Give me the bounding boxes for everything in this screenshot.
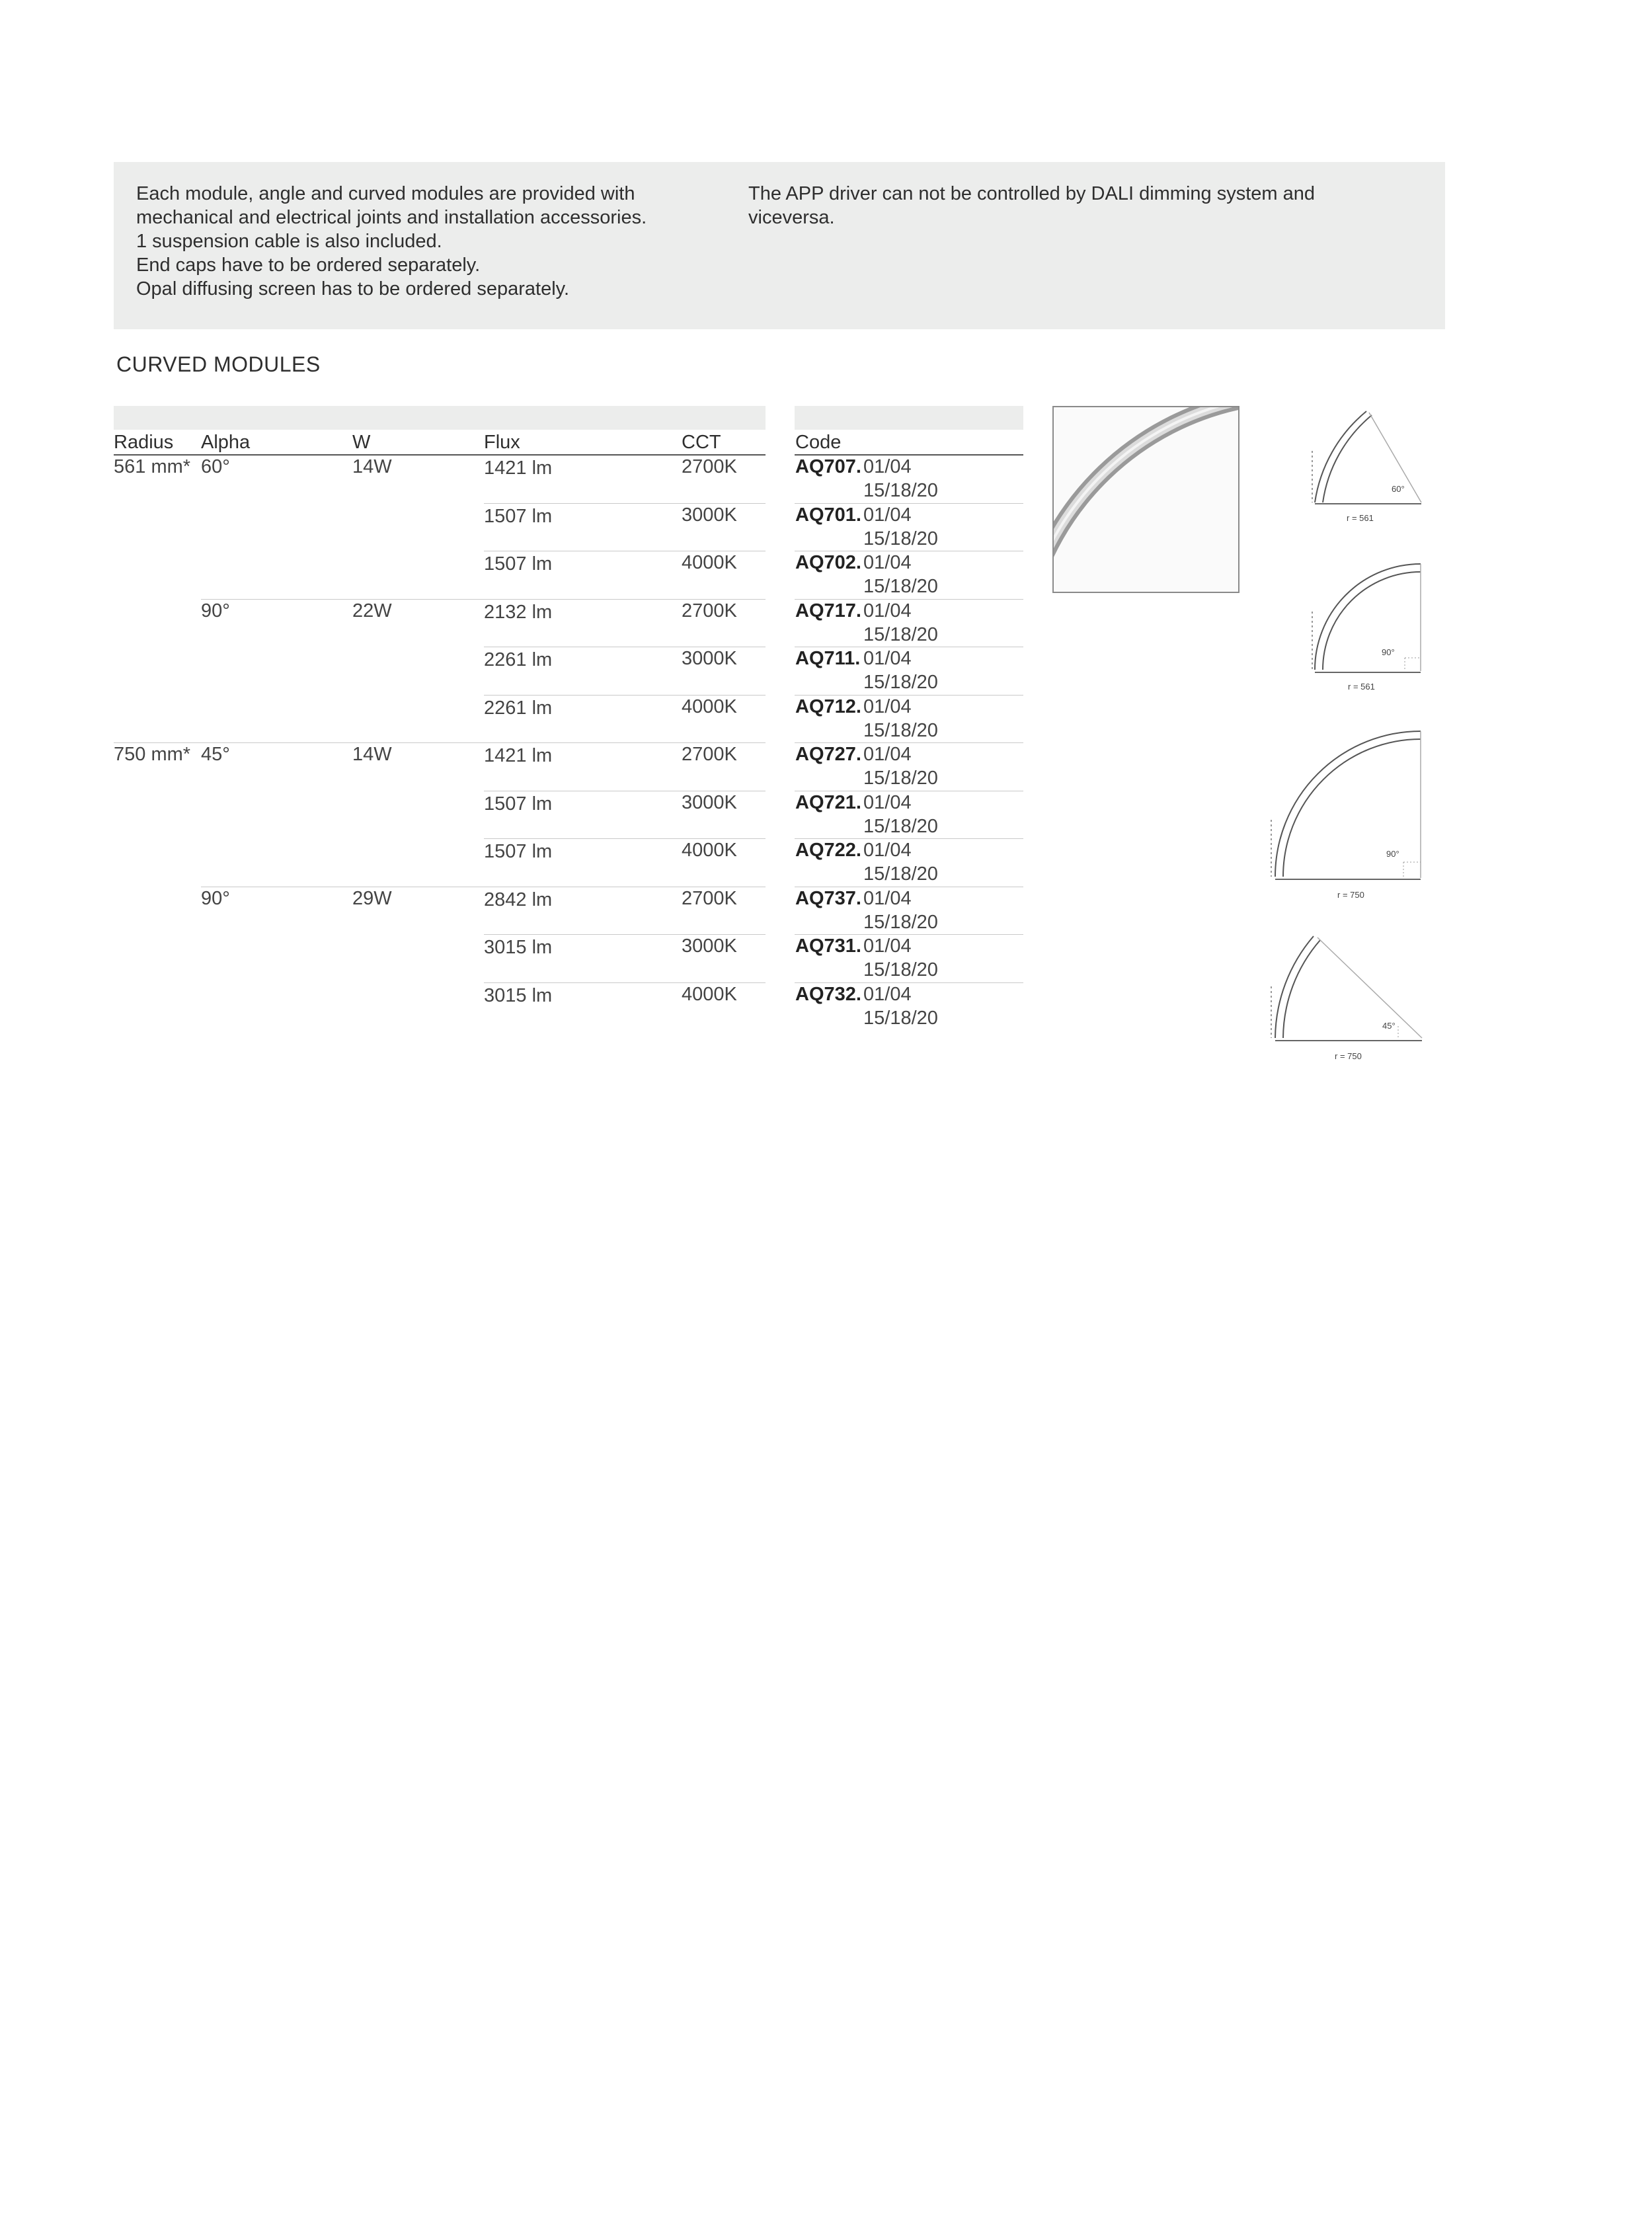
cell-cct: 3000K [682,936,737,957]
diagram-radius-label: r = 561 [1347,513,1374,523]
header-rule [114,454,766,456]
cell-flux: 1507 lm [484,841,553,862]
diagram-angle-label: 90° [1386,849,1399,859]
cell-code: AQ722. [795,840,861,861]
diagram-angle-label: 60° [1392,484,1405,494]
row-separator [795,934,1023,935]
cell-flux: 1507 lm [484,553,553,575]
cell-flux: 2842 lm [484,889,553,910]
cell-code: AQ721. [795,791,861,813]
cell-variant: 01/04 [863,983,912,1005]
cell-watt: 14W [352,744,392,765]
cell-cct: 3000K [682,504,737,526]
cell-code: AQ707. [795,456,861,477]
info-line: 1 suspension cable is also included. [136,231,442,252]
diagram-90-r750 [1266,721,1425,916]
cell-code: AQ701. [795,504,861,526]
cell-variant: 15/18/20 [863,768,938,789]
info-box [114,162,1445,329]
cell-variant: 15/18/20 [863,815,938,837]
cell-code: AQ737. [795,887,861,909]
header-flux: Flux [484,432,520,453]
code-header-bar [795,406,1023,430]
cell-flux: 3015 lm [484,937,553,958]
row-separator [795,599,1023,600]
row-separator [201,599,766,600]
cell-code: AQ717. [795,600,861,621]
row-separator [114,742,766,743]
cell-variant: 01/04 [863,936,912,957]
cell-flux: 2261 lm [484,649,553,670]
info-line: End caps have to be ordered separately. [136,255,481,276]
spec-header-bar [114,406,766,430]
cell-watt: 14W [352,456,392,477]
cell-code: AQ712. [795,696,861,717]
cell-variant: 15/18/20 [863,672,938,693]
cell-variant: 01/04 [863,696,912,717]
cell-code: AQ731. [795,936,861,957]
cell-alpha: 90° [201,887,230,909]
cell-radius: 750 mm* [114,744,191,765]
header-rule [795,454,1023,456]
row-separator [484,503,766,504]
diagram-radius-label: r = 750 [1335,1051,1362,1061]
cell-flux: 1507 lm [484,505,553,527]
cell-cct: 3000K [682,648,737,669]
row-separator [795,503,1023,504]
cell-watt: 29W [352,887,392,909]
cell-variant: 01/04 [863,456,912,477]
cell-code: AQ727. [795,744,861,765]
diagram-radius-label: r = 750 [1337,890,1364,900]
cell-variant: 15/18/20 [863,911,938,933]
row-separator [795,838,1023,839]
cell-flux: 2132 lm [484,601,553,623]
header-cct: CCT [682,432,721,453]
info-notes-left [136,182,731,301]
cell-variant: 15/18/20 [863,576,938,597]
cell-cct: 4000K [682,983,737,1005]
cell-variant: 01/04 [863,744,912,765]
cell-alpha: 60° [201,456,230,477]
cell-cct: 4000K [682,696,737,717]
info-line: mechanical and electrical joints and installation accessories. [136,207,647,228]
cell-flux: 2261 lm [484,697,553,719]
section-title: CURVED MODULES [116,352,321,376]
cell-variant: 15/18/20 [863,528,938,549]
cell-cct: 4000K [682,840,737,861]
header-alpha: Alpha [201,432,251,453]
diagram-angle-label: 90° [1382,647,1395,657]
cell-cct: 2700K [682,600,737,621]
row-separator [795,742,1023,743]
diagram-45-r750 [1266,927,1425,1082]
product-photo [1052,406,1239,593]
cell-watt: 22W [352,600,392,621]
cell-variant: 01/04 [863,840,912,861]
cell-variant: 01/04 [863,648,912,669]
cell-variant: 01/04 [863,791,912,813]
cell-flux: 1507 lm [484,793,553,815]
cell-variant: 15/18/20 [863,719,938,741]
cell-variant: 15/18/20 [863,480,938,501]
diagram-radius-label: r = 561 [1348,682,1375,692]
cell-variant: 01/04 [863,552,912,573]
header-radius: Radius [114,432,174,453]
cell-code: AQ732. [795,983,861,1005]
info-line: The APP driver can not be controlled by DALI dimming system and [748,183,1316,204]
row-separator [795,982,1023,983]
cell-cct: 4000K [682,552,737,573]
cell-cct: 2700K [682,887,737,909]
row-separator [484,695,766,696]
cell-radius: 561 mm* [114,456,191,477]
cell-variant: 01/04 [863,887,912,909]
row-separator [484,982,766,983]
diagram-60-r561 [1306,405,1438,534]
info-line: Each module, angle and curved modules are provided with [136,183,635,204]
header-w: W [352,432,371,453]
info-line: Opal diffusing screen has to be ordered separately. [136,278,570,299]
cell-variant: 01/04 [863,600,912,621]
header-code: Code [795,432,842,453]
cell-variant: 01/04 [863,504,912,526]
diagram-90-r561 [1306,559,1425,701]
cell-flux: 3015 lm [484,984,553,1006]
cell-variant: 15/18/20 [863,959,938,980]
cell-flux: 1421 lm [484,745,553,766]
cell-variant: 15/18/20 [863,1007,938,1029]
diagram-angle-label: 45° [1382,1021,1396,1031]
cell-alpha: 45° [201,744,230,765]
cell-cct: 2700K [682,744,737,765]
cell-alpha: 90° [201,600,230,621]
cell-cct: 3000K [682,791,737,813]
cell-variant: 15/18/20 [863,623,938,645]
info-notes-right [748,182,1376,229]
row-separator [484,934,766,935]
row-separator [795,695,1023,696]
info-line: viceversa. [748,207,835,228]
cell-code: AQ711. [795,648,861,669]
cell-flux: 1421 lm [484,458,553,479]
cell-variant: 15/18/20 [863,863,938,885]
cell-code: AQ702. [795,552,861,573]
row-separator [484,838,766,839]
cell-cct: 2700K [682,456,737,477]
